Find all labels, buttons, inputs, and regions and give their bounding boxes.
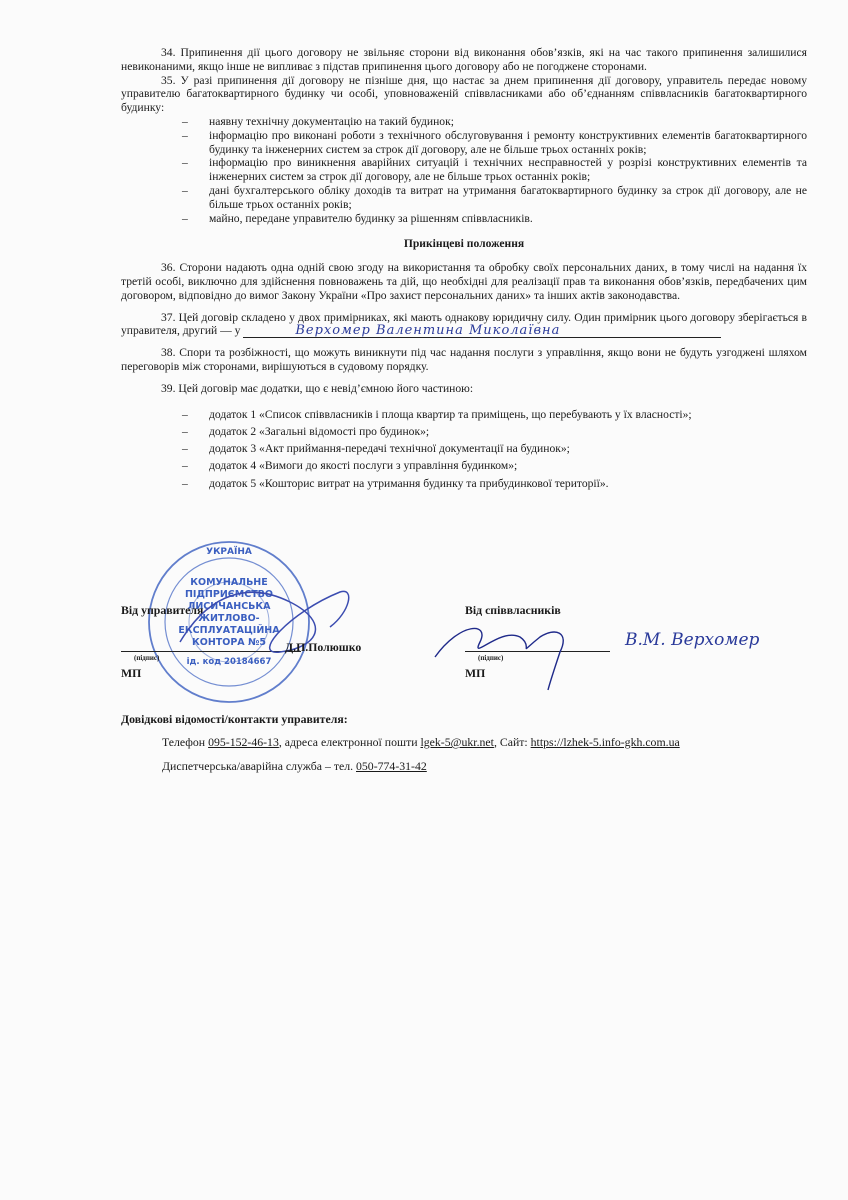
contacts-line-1 (162, 735, 680, 750)
clause-39: 39. Цей договір має додатки, що є невід’ємною його частиною: (161, 381, 474, 395)
list-item: – дані бухгалтерського обліку доходів та витрат на утримання багатоквартирного будинку за строк дії договору, але не більше трьох останніх років; (121, 184, 807, 212)
stamp-line: КОНТОРА №5 (191, 637, 266, 648)
site-link[interactable]: https://lzhek-5.info-gkh.com.ua (530, 735, 680, 749)
contacts-title: Довідкові відомості/контакти управителя: (121, 712, 348, 726)
section-heading: Прикінцеві положення (403, 237, 525, 251)
site-prefix: , Сайт: (493, 735, 531, 749)
list-item: – інформацію про виконані роботи з технічного обслуговування і ремонту конструктивних елементів багатоквартирного будинку та інженерних систем за строк дії договору, але не більше трьох останніх років; (121, 129, 807, 157)
clause-34: 34. Припинення дії цього договору не звільняє сторони від виконання обов’язків, які на час такого припинення залишилися невиконаними, якщо інше не випливає з підстав припинення цього договору або не погоджене сторонами. (121, 46, 807, 73)
clause-36: 36. Сторони надають одна одній свою згоду на використання та обробку своїх персональних даних, в тому числі на надання їх третій особі, виключно для здійснення повноважень та дій, що необхідні для реалізації прав та виконання обов’язків, передбачених цим договором, відповідно до вимог Закону України «Про захист персональних даних» та інших актів законодавства. (121, 261, 807, 302)
list-item: – додаток 3 «Акт приймання-передачі технічної документації на будинок»; (121, 440, 807, 457)
stamp-line: ПІДПРИЄМСТВО (184, 589, 273, 600)
owners-signature-icon (430, 612, 610, 692)
contacts-line-2 (162, 759, 427, 774)
mp-right: МП (465, 666, 486, 680)
signature-caption-right: (підпис) (478, 654, 504, 662)
stamp-line: ЕКСПЛУАТАЦІЙНА (178, 625, 280, 636)
list-item: – майно, передане управителю будинку за рішенням співвласників. (121, 212, 807, 226)
owners-handwritten-name: В.М. Верхомер (625, 630, 760, 650)
list-item: – інформацію про виникнення аварійних ситуацій і технічних несправностей у розрізі конструктивних елементів та інженерних систем за строк дії договору, але не більше трьох останніх років; (121, 156, 807, 184)
list-item: – додаток 2 «Загальні відомості про будинок»; (121, 423, 807, 440)
list-item: – наявну технічну документацію на такий будинок; (121, 115, 807, 129)
clause-37 (121, 311, 807, 339)
clause-37-text: 37. Цей договір складено у двох примірниках, які мають однакову юридичну силу. Один примірник цього договору зберігається в управителя, другий — у (121, 310, 807, 338)
stamp-line: ЛИСИЧАНСЬКА (187, 601, 271, 612)
stamp-line: ЖИТЛОВО- (198, 613, 260, 624)
stamp-line: УКРАЇНА (206, 547, 252, 557)
signature-caption-left: (підпис) (134, 654, 160, 662)
contract-text (121, 46, 807, 492)
dispatch-prefix: Диспетчерська/аварійна служба – тел. (162, 759, 356, 773)
clause-38: 38. Спори та розбіжності, що можуть виникнути під час надання послуги з управління, якщо вони не будуть узгоджені шляхом переговорів між сторонами, вирішуються в судовому порядку. (121, 346, 807, 374)
phone-prefix: Телефон (162, 735, 209, 749)
stamp-line: КОМУНАЛЬНЕ (190, 577, 268, 588)
handwritten-owner-name: Верхомер Валентина Миколаївна (243, 324, 721, 338)
dispatch-phone-link[interactable]: 050-774-31-42 (356, 759, 427, 773)
list-item: – додаток 1 «Список співвласників і площа квартир та приміщень, що перебувають у їх власності»; (121, 406, 807, 423)
clause-35: 35. У разі припинення дії договору не пізніше дня, що настає за днем припинення дії договору, управитель передає новому управителю багатоквартирного будинку чи особі, уповноваженій співвласниками або об’єднанням співвласників багатоквартирного будинку: (121, 73, 807, 115)
manager-name: Д.П.Полюшко (285, 640, 362, 654)
list-item: – додаток 5 «Кошторис витрат на утримання будинку та прибудинкової території». (121, 475, 807, 492)
annex-list (121, 406, 807, 492)
phone-link[interactable]: 095-152-46-13 (208, 735, 279, 749)
email-prefix: , адреса електронної пошти (278, 735, 421, 749)
list-item: – додаток 4 «Вимоги до якості послуги з управління будинком»; (121, 457, 807, 474)
clause-35-list (121, 115, 807, 225)
mp-left: МП (121, 666, 142, 680)
manager-label: Від управителя (121, 603, 204, 617)
email-link[interactable]: lgek-5@ukr.net (420, 735, 494, 749)
owners-label: Від співвласників (465, 603, 561, 617)
stamp-line: ід. код 20184667 (186, 657, 272, 667)
